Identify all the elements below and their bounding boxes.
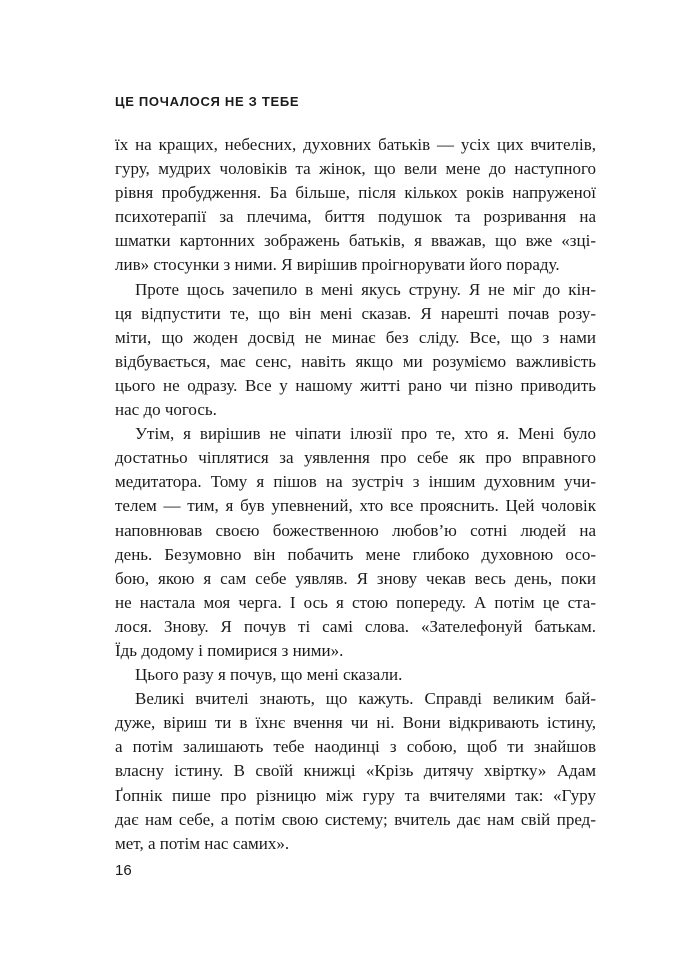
text-line: шматки картонних зображень батьків, я вважав, що вже «зці- [115, 231, 596, 251]
text-block [115, 133, 596, 856]
text-line: наповнював своєю божественною любов’ю сотні людей на [115, 520, 596, 540]
text-line: лося. Знову. Я почув ті самі слова. «Зателефонуй батькам. [115, 616, 596, 636]
paragraph [115, 663, 596, 687]
text-line: цього не одразу. Все у нашому житті рано чи пізно приводить [115, 375, 596, 395]
paragraph [115, 278, 596, 423]
text-line: а потім залишають тебе наодинці з собою, щоб ти знайшов [115, 737, 596, 757]
text-line: Ґопнік пише про різницю між гуру та вчителями так: «Гуру [115, 785, 596, 805]
page-number: 16 [115, 862, 132, 879]
paragraph [115, 422, 596, 663]
text-line: ця відпустити те, що він мені сказав. Я нарешті почав розу- [115, 303, 596, 323]
text-line: телем — тим, я був упевнений, хто все прояснить. Цей чоловік [115, 496, 596, 516]
paragraph [115, 133, 596, 278]
text-line: психотерапії за плечима, биття подушок та розривання на [115, 207, 596, 227]
text-line: Проте щось зачепило в мені якусь струну. Я не міг до кін- [135, 279, 596, 299]
text-line: Утім, я вирішив не чіпати ілюзії про те, хто я. Мені було [135, 424, 596, 444]
text-line: рівня пробудження. Ба більше, після кількох років напруженої [115, 183, 596, 203]
paragraph [115, 687, 596, 856]
text-line: день. Безумовно він побачить мене глибоко духовною осо- [115, 544, 596, 564]
text-line: бою, якою я сам себе уявляв. Я знову чекав весь день, поки [115, 568, 596, 588]
text-line: нас до чогось. [115, 400, 217, 420]
text-line: міти, що жоден досвід не минає без сліду. Все, що з нами [115, 327, 596, 347]
text-line: відбувається, має сенс, навіть якщо ми розуміємо важливість [115, 351, 596, 371]
text-line: Цього разу я почув, що мені сказали. [135, 665, 403, 685]
running-header: ЦЕ ПОЧАЛОСЯ НЕ З ТЕБЕ [115, 94, 300, 109]
text-line: достатньо чіплятися за уявлення про себе як про вправного [115, 448, 596, 468]
text-line: медитатора. Тому я пішов на зустріч з іншим духовним учи- [115, 472, 596, 492]
text-line: дуже, віриш ти в їхнє вчення чи ні. Вони відкривають істину, [115, 713, 596, 733]
text-line: лив» стосунки з ними. Я вирішив проігнорувати його пораду. [115, 255, 560, 275]
text-line: їх на кращих, небесних, духовних батьків — усіх цих вчителів, [115, 135, 596, 154]
text-line: мет, а потім нас самих». [115, 833, 290, 853]
text-line: Великі вчителі знають, що кажуть. Справді великим бай- [135, 689, 596, 709]
text-line: власну істину. В своїй книжці «Крізь дитячу хвіртку» Адам [115, 761, 596, 781]
text-line: Їдь додому і помирися з ними». [115, 640, 344, 660]
text-line: дає нам себе, а потім свою систему; вчитель дає нам свій пред- [115, 809, 596, 829]
text-line: гуру, мудрих чоловіків та жінок, що вели мене до наступного [115, 159, 596, 179]
text-line: не настала моя черга. І ось я стою попереду. А потім це ста- [115, 592, 596, 612]
